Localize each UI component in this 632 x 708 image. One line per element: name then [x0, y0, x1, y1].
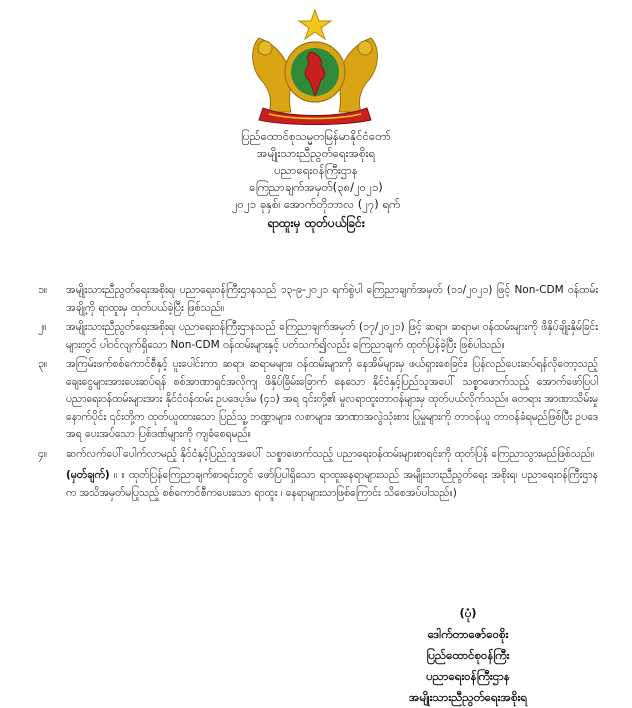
- paragraph-text: အကြမ်းဖက်စစ်ကောင်စီနှင့် ပူးပေါင်းကာ ဆရာ၊ ဆရာမများ၊ ဝန်ထမ်းများကို နေအိမ်များမှ ဖယ်ရှားစေခြင်း၊ ပြန်လည်ပေးဆပ်ရန်လိုတော့သည့် ချေးငွေများအားပေးဆပ်ရန် စစ်အာဏာရှင်အလိုကျ ဖိနှိပ်ခြိမ်းခြောက် နေသော နိုင်ငံနှင့်ပြည်သူအပေါ် သစ္စာဖောက်သည့် အောက်ဖော်ပြပါ ပညာရေးဝန်ထမ်းများအား နိုင်ငံဝန်ထမ်း ဥပဒေပုဒ်မ (၄၁) အရ ၎င်းတို့၏ မူလရာထူးတာဝန်များမှ ထုတ်ပယ်လိုက်သည်။ ဓတရား အာဏာသိမ်းမှု နောက်ပိုင်း ၎င်းတို့က ထုတ်ယူထားသော ပြည်သူ့ ဘဏ္ဍာများ၊ လစာများ၊ အာဏာအလွဲသုံးစား ပြုမှုများကို တာဝန်ယူ တာဝန်ခံရမည်ဖြစ်ပြီး ဥပဒေအရ ပေးအပ်သော ပြစ်ဒဏ်များကို ကျခံစေရမည်။: [66, 358, 598, 440]
- paragraph-text: အမျိုးသားညီညွတ်ရေးအစိုးရ၊ ပညာရေးဝန်ကြီးဌာနသည် ၁၃-၉-၂၀၂၁ ရက်စွဲပါ ကြေညာချက်အမှတ် (၁၁/၂၀၂၁) ဖြင့် Non-CDM ဝန်ထမ်း အချို့ကို ရာထူးမှ ထုတ်ပယ်ခဲ့ပြီး ဖြစ်သည်။: [66, 284, 598, 314]
- remark-label: (မှတ်ချက်): [66, 469, 110, 481]
- document-title: ရာထူးမှ ထုတ်ပယ်ခြင်း: [267, 216, 365, 230]
- paragraph-number: ၄။: [38, 447, 48, 460]
- paragraph-number: ၂။: [38, 321, 47, 333]
- header-ministry-name: ပညာရေးဝန်ကြီးဌာန: [274, 163, 358, 177]
- paragraph-number: ၁။: [38, 284, 48, 296]
- paragraph-text: အမျိုးသားညီညွတ်ရေးအစိုးရ၊ ပညာရေးဝန်ကြီးဌာနသည် ကြေညာချက်အမှတ် (၁၇/၂၀၂၁) ဖြင့် ဆရာ၊ ဆရာမ၊ ဝန်ထမ်းများကို ဖိနှိပ်ချိုးနှိမ်ခြင်းများတွင် ပါဝင်လျက်ရှိသော Non-CDM ဝန်ထမ်းများနှင့် ပတ်သက်၍လည်း ကြေညာချက် ထုတ်ပြန်ခဲ့ပြီး ဖြစ်ပါသည်။: [66, 321, 598, 351]
- signature-mark: (ပုံ): [459, 606, 477, 620]
- paragraph-2: [38, 319, 598, 354]
- signatory-name: ဒေါက်တာဇော်ဝေစိုး: [427, 627, 509, 641]
- header-announcement-number: ကြေညာချက်အမှတ်(၃၈/၂၀၂၁): [249, 180, 383, 194]
- state-emblem: [239, 8, 391, 126]
- paragraph-4: [38, 446, 598, 464]
- header-date: ၂၀၂၁ ခုနှစ်၊ အောက်တိုဘာလ (၂၇) ရက်: [231, 197, 401, 211]
- remark-note: [38, 467, 598, 502]
- header-government-name: အမျိုးသားညီညွတ်ရေးအစိုးရ: [256, 146, 376, 160]
- document-header: [0, 128, 632, 232]
- signatory-government: အမျိုးသားညီညွတ်ရေးအစိုးရ: [408, 690, 528, 704]
- document-body: [38, 282, 598, 502]
- signatory-title: ပြည်ထောင်စုဝန်ကြီး: [426, 648, 510, 662]
- paragraph-number: ၃။: [38, 358, 48, 370]
- signature-block: [378, 603, 558, 708]
- remark-text: ။ ။ ထုတ်ပြန်ကြေညာချက်စာရင်းတွင် ဖော်ပြပါရှိသော ရာထူးနေရာများသည် အမျိုးသားညီညွတ်ရေး အစိုးရ၊ ပညာရေးဝန်ကြီးဌာနက အသိအမှတ်မပြုသည့် စစ်ကောင်စီကပေးသော ရာထူး ၊ နေရာများသာဖြစ်ကြောင်း သိစေအပ်ပါသည်။): [66, 469, 598, 499]
- paragraph-3: [38, 356, 598, 444]
- paragraph-text: ဆက်လက်ပေါ်ပေါက်လာမည့် နိုင်ငံနှင့်ပြည်သူအပေါ် သစ္စာဖောက်သည့် ပညာရေးဝန်ထမ်းများစာရင်းကို ထုတ်ပြန် ကြေညာသွားမည်ဖြစ်သည်။: [66, 447, 595, 460]
- signatory-ministry: ပညာရေးဝန်ကြီးဌာန: [426, 669, 510, 683]
- emblem-star-icon: [299, 10, 331, 39]
- header-country-name: ပြည်ထောင်စုသမ္မတမြန်မာနိုင်ငံတော်: [240, 129, 392, 143]
- paragraph-1: [38, 282, 598, 317]
